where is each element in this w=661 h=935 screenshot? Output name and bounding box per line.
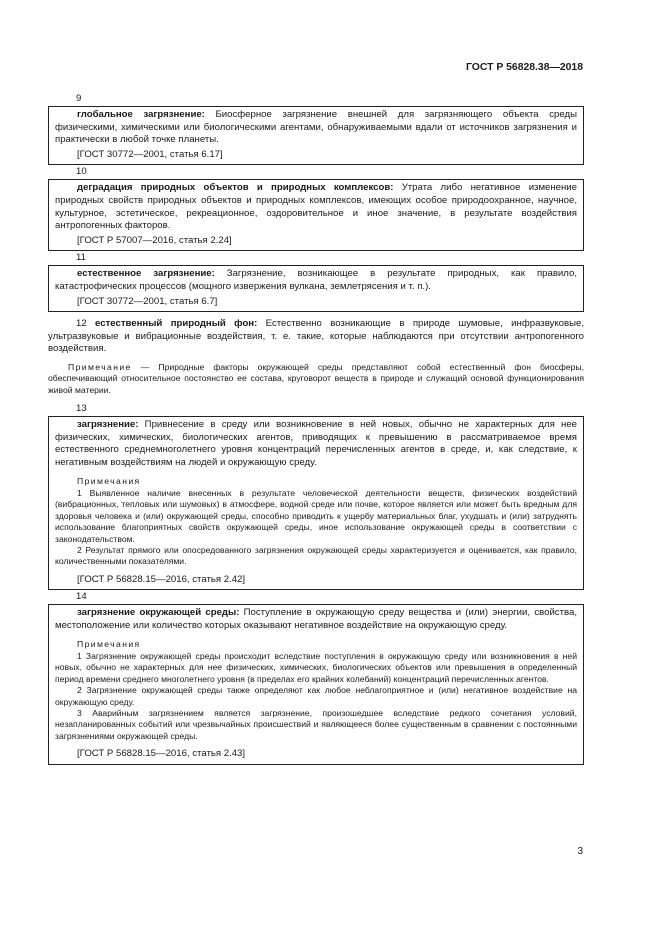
definition [55,265,577,293]
definition-text: Утрата либо негативное изменение природных свойств природных объектов и природных комплексов, имеющих особое природоохранное, научное, культурное, эстетическое, рекреационное, оздоровительное и иное значение, в результате воздействия антропогенных факторов. [55,182,578,232]
term: загрязнение окружающей среды: [77,607,240,619]
note-item: 2 Загрязнение окружающей среды также определяют как любое неблагоприятное и (или) негативное воздействие на окружающую среду. [55,685,577,707]
note-item: 2 Результат прямого или опосредованного загрязнения окружающей среды характеризуется и оценивается, как правило, количественными показателями. [55,544,577,567]
entry-number: 9 [76,93,82,104]
notes-label: Примечания [77,638,141,649]
definition [55,604,577,632]
term-entry-pollution [48,416,584,590]
note-text: — Природные факторы окружающей среды представляют собой естественный фон биосферы, обеспечивающий относительное постоянство ее состава, круговорот веществ в природе и служащий основой функционирования живой материи. [48,361,584,395]
definition-text: Поступление в окружающую среду вещества и (или) энергии, свойства, местоположение или количество которых оказывают негативное воздействие на окружающую среду. [55,607,577,631]
source-reference: [ГОСТ 30772—2001, статья 6.17] [77,148,223,160]
definition-text: Загрязнение, возникающее в результате природных, как правило, катастрофических процессов (мощного извержения вулкана, землетрясения и т. п.). [55,268,577,292]
term: естественный природный фон: [95,318,258,330]
definition [48,318,584,356]
term-entry-global-pollution [48,106,584,165]
definition [55,416,577,469]
source-reference: [ГОСТ Р 56828.15—2016, статья 2.42] [77,573,246,585]
notes-label: Примечания [77,475,141,486]
notes-block [55,639,577,743]
notes-block [55,476,577,568]
term-entry-degradation [48,179,584,251]
definition-text: Естественно возникающие в природе шумовые, инфразвуковые, ультразвуковые и вибрационные воздействия, т. е. такие, которые наблюдаются при отсутствии антропогенного воздействия. [48,318,585,355]
term: глобальное загрязнение: [77,109,205,120]
page-number: 3 [577,846,583,857]
entry-number: 14 [76,591,87,603]
definition [55,106,577,147]
term: деградация природных объектов и природных комплексов: [77,182,394,194]
definition-text: Биосферное загрязнение внешней для загрязняющего объекта среды физическими, химическими или биологическими агентами, обнаруживаемыми вдали от источников загрязнения и практически в любой точке планеты. [55,109,578,146]
note-label: Примечание [68,361,132,372]
source-reference: [ГОСТ Р 57007—2016, статья 2.24] [77,234,232,246]
term-entry-environmental-pollution [48,604,584,764]
term: загрязнение: [77,419,139,431]
source-reference: [ГОСТ Р 56828.15—2016, статья 2.43] [77,748,246,760]
note-item: 1 Загрязнение окружающей среды происходит вследствие поступления в окружающую среду или возникновения в ней новых, обычно не характерных для нее физических, химических, биологических объектов или превышения в определенный период времени среднего многолетнего уровня (в пределах его крайних колебаний) концентраций перечисленных агентов. [55,650,577,684]
definition-text: Привнесение в среду или возникновение в ней новых, обычно не характерных для нее физических, химических, биологических агентов, приводящих к превышению в рассматриваемое время естественного среднемноголетнего уровня концентраций перечисленных агентов в среде, и, как следствие, к негативным воздействиям на людей и окружающую среду. [55,419,577,468]
entry-number: 11 [76,252,86,264]
note [48,362,584,396]
term-entry-natural-pollution [48,265,584,312]
note-item: 3 Аварийным загрязнением является загрязнение, произошедшее вследствие редкого сочетания условий, незапланированных событий или чрезвычайных происшествий и являющееся более существенным в сравнении с постоянными загрязнениями окружающей среды. [55,707,577,741]
entry-number: 12 [76,318,87,330]
term-entry-natural-background [48,318,584,396]
source-reference: [ГОСТ 30772—2001, статья 6.7] [77,295,218,307]
term: естественное загрязнение: [77,268,215,280]
entry-number: 10 [76,166,87,178]
definition [55,179,577,232]
standard-header: ГОСТ Р 56828.38—2018 [466,62,583,73]
entry-number: 13 [76,403,87,415]
note-item: 1 Выявленное наличие внесенных в результате человеческой деятельности веществ, физических воздействий (вибрационных, тепловых или шумовых) в атмосфере, водной среде или почве, которое является или может быть вредным для здоровья человека и (или) окружающей среды, способно приводить к ущербу материальных благ, ухудшать и (или) затруднять использование благоприятных свойств окружающей среды, иное использование окружающей среды в соответствии с законодательством. [55,487,577,544]
terms-content [48,92,584,765]
